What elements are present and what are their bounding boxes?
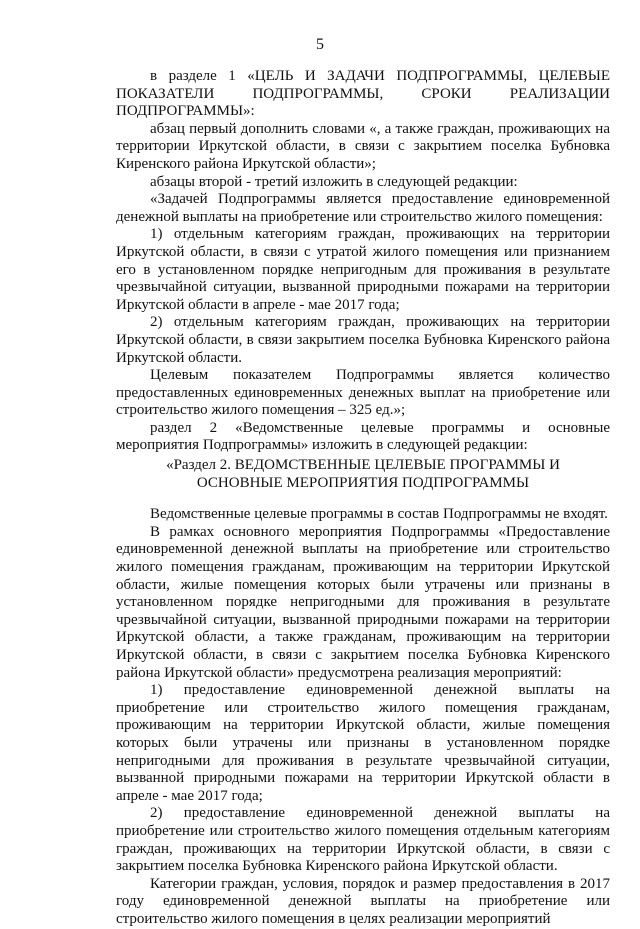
section-heading: ОСНОВНЫЕ МЕРОПРИЯТИЯ ПОДПРОГРАММЫ bbox=[196, 474, 530, 491]
section-heading: «Раздел 2. ВЕДОМСТВЕННЫЕ ЦЕЛЕВЫЕ ПРОГРАММЫ И bbox=[166, 457, 560, 474]
paragraph: Категории граждан, условия, порядок и размер предоставления в 2017 году единовременной денежной выплаты на приобретение или строительство жилого помещения в целях реализации мероприятий bbox=[116, 875, 610, 927]
paragraph: 2) предоставление единовременной денежной выплаты на приобретение или строительство жилого помещения отдельным категориям граждан, проживающих на территории Иркутской области, в связи с закрытием поселка Бубновка Киренского района Иркутской области. bbox=[116, 805, 610, 875]
paragraph: раздел 2 «Ведомственные целевые программы и основные мероприятия Подпрограммы» изложить в следующей редакции: bbox=[116, 419, 610, 454]
paragraph: абзацы второй - третий изложить в следующей редакции: bbox=[150, 173, 518, 190]
paragraph: 2) отдельным категориям граждан, проживающих на территории Иркутской области, в связи закрытием поселка Бубновка Киренского района Иркутской области. bbox=[116, 314, 610, 366]
paragraph: 1) отдельным категориям граждан, проживающих на территории Иркутской области, в связи с утратой жилого помещения или признанием его в установленном порядке непригодным для проживания в результате чрезвычайной ситуации, вызванной природными пожарами на территории Иркутской области в апреле - мае 2017 года; bbox=[116, 226, 610, 313]
paragraph: в разделе 1 «ЦЕЛЬ И ЗАДАЧИ ПОДПРОГРАММЫ, ЦЕЛЕВЫЕ ПОКАЗАТЕЛИ ПОДПРОГРАММЫ, СРОКИ РЕАЛИЗАЦИИ ПОДПРОГРАММЫ»: bbox=[116, 68, 610, 120]
document-body bbox=[116, 68, 610, 929]
paragraph: Целевым показателем Подпрограммы является количество предоставленных единовременных денежных выплат на приобретение или строительство жилого помещения – 325 ед.»; bbox=[116, 367, 610, 419]
paragraph: 1) предоставление единовременной денежной выплаты на приобретение или строительство жилого помещения гражданам, проживающим на территории Иркутской области, жилые помещения которых были утрачены или признаны в установленном порядке непригодными для проживания в результате чрезвычайной ситуации, вызванной природными пожарами на территории Иркутской области в апреле - мае 2017 года; bbox=[116, 682, 610, 804]
paragraph: В рамках основного мероприятия Подпрограммы «Предоставление единовременной денежной выплаты на приобретение или строительство жилого помещения гражданам, проживающим на территории Иркутской области, жилые помещения которых были утрачены или признаны в установленном порядке непригодными для проживания в результате чрезвычайной ситуации, вызванной природными пожарами на территории Иркутской области, а также гражданам, проживающим на территории Иркутской области, в связи с закрытием поселка Бубновка Киренского района Иркутской области» предусмотрена реализация мероприятий: bbox=[116, 523, 610, 681]
paragraph: «Задачей Подпрограммы является предоставление единовременной денежной выплаты на приобретение или строительство жилого помещения: bbox=[116, 191, 610, 225]
page-number: 5 bbox=[316, 36, 324, 53]
paragraph: абзац первый дополнить словами «, а также граждан, проживающих на территории Иркутской области, в связи с закрытием поселка Бубновка Киренского района Иркутской области»; bbox=[116, 120, 610, 172]
paragraph: Ведомственные целевые программы в состав Подпрограммы не входят. bbox=[150, 506, 608, 523]
